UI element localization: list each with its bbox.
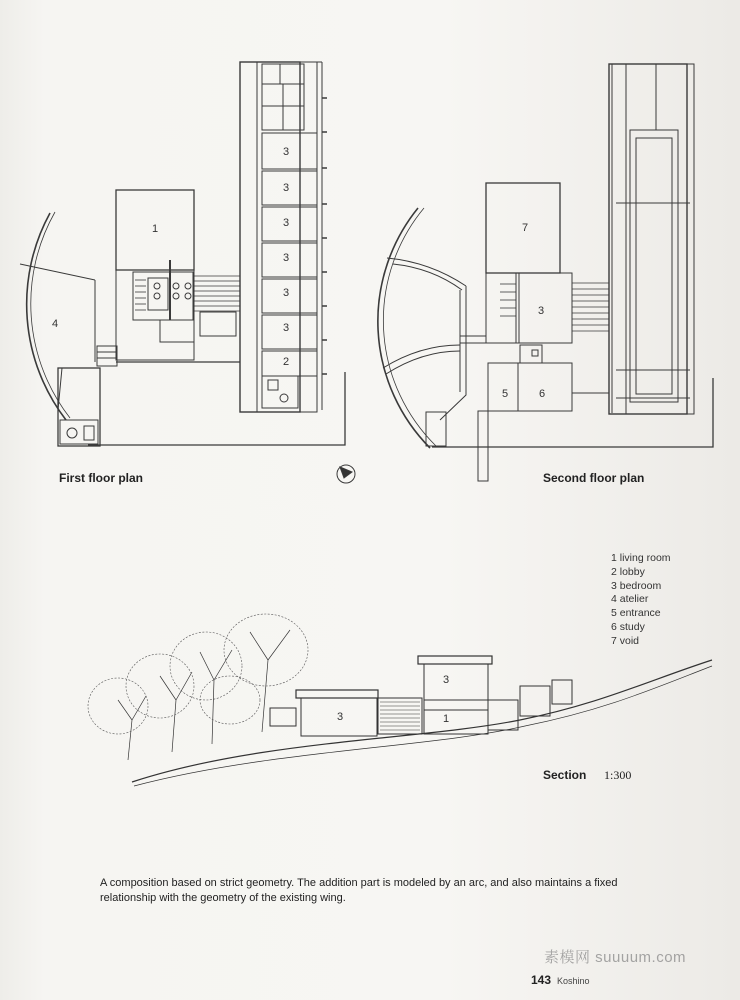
section-scale: 1:300	[604, 768, 632, 782]
room-number: 3	[283, 182, 290, 194]
legend-item: 5 entrance	[611, 607, 661, 620]
section-room-number: 1	[443, 713, 450, 725]
legend-item: 3 bedroom	[611, 579, 662, 592]
first-floor-plan	[20, 62, 355, 483]
room-number: 3	[283, 322, 290, 334]
section-title: Section	[543, 768, 587, 782]
first-floor-plan-label: First floor plan	[59, 471, 143, 485]
room-number: 1	[152, 223, 159, 235]
room-number: 3	[283, 217, 290, 229]
legend-item: 2 lobby	[611, 565, 645, 578]
room-number: 3	[283, 146, 290, 158]
room-number: 3	[283, 252, 290, 264]
page-author: Koshino	[557, 976, 590, 986]
room-number: 6	[539, 388, 546, 400]
legend-item: 1 living room	[611, 552, 671, 564]
watermark: 素模网 suuuum.com	[544, 949, 687, 966]
room-number: 5	[502, 388, 509, 400]
figure-caption: A composition based on strict geometry. The addition part is modeled by an arc, and also maintains a fixed relationship with the geometry of the existing wing.	[100, 877, 618, 904]
second-floor-plan	[378, 64, 713, 481]
section-room-number: 3	[337, 711, 344, 723]
room-number: 7	[522, 222, 529, 234]
legend-item: 7 void	[611, 634, 640, 647]
room-number: 3	[283, 287, 290, 299]
room-number: 3	[538, 305, 545, 317]
section-room-number: 3	[443, 674, 450, 686]
legend-item: 4 atelier	[611, 593, 649, 606]
room-number: 2	[283, 356, 290, 368]
legend-item: 6 study	[611, 620, 645, 633]
room-number: 4	[52, 318, 59, 330]
second-floor-plan-label: Second floor plan	[543, 471, 645, 485]
page-number: 143	[531, 973, 552, 987]
room-legend	[611, 552, 671, 649]
